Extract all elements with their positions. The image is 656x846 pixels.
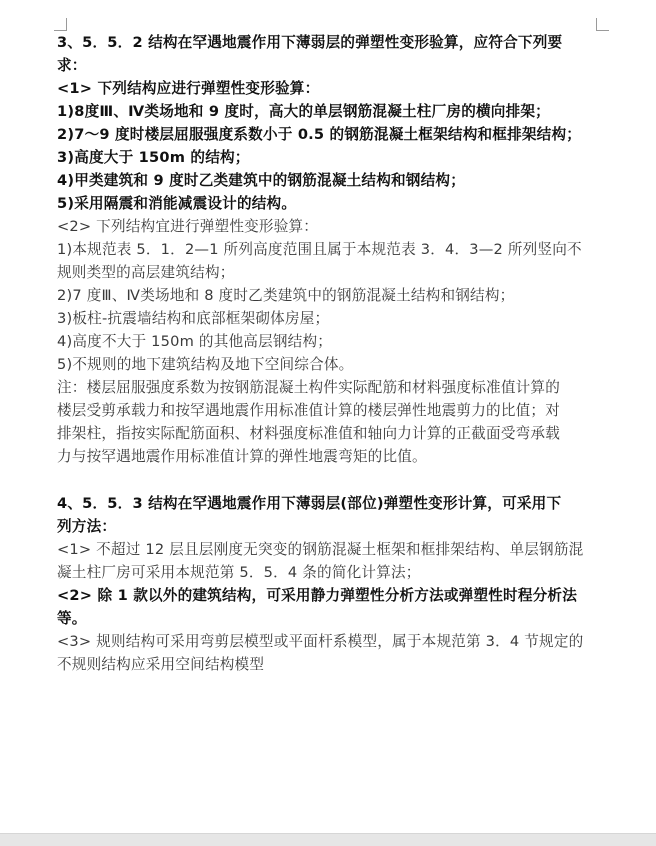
part-1-item-5: 5)采用隔震和消能减震设计的结构。 [57, 195, 297, 212]
part-1-item-1: 1)8度Ⅲ、Ⅳ类场地和 9 度时，高大的单层钢筋混凝土柱厂房的横向排架； [57, 103, 550, 120]
section-1-heading-line-1: 3、5．5．2 结构在罕遇地震作用下薄弱层的弹塑性变形验算，应符合下列要 [57, 34, 563, 51]
part-2-title: <2> 下列结构宜进行弹塑性变形验算： [57, 218, 319, 235]
part-1-item-2: 2)7～9 度时楼层屈服强度系数小于 0.5 的钢筋混凝土框架结构和框排架结构； [57, 126, 582, 143]
section-2-item-2-line-1: <2> 除 1 款以外的建筑结构，可采用静力弹塑性分析方法或弹塑性时程分析法 [57, 587, 578, 604]
section-2-heading-line-2: 列方法： [57, 518, 117, 535]
part-1-item-3: 3)高度大于 150m 的结构； [57, 149, 250, 166]
section-2-item-3-line-2: 不规则结构应采用空间结构模型 [57, 656, 265, 673]
part-2-item-5: 5)不规则的地下建筑结构及地下空间综合体。 [57, 356, 354, 373]
part-2-item-4: 4)高度不大于 150m 的其他高层钢结构； [57, 333, 333, 350]
section-2-heading-line-1: 4、5．5．3 结构在罕遇地震作用下薄弱层(部位)弹塑性变形计算，可采用下 [57, 495, 562, 512]
section-2-item-3-line-1: <3> 规则结构可采用弯剪层模型或平面杆系模型，属于本规范第 3．4 节规定的 [57, 633, 584, 650]
margin-corner-mark-right [596, 18, 609, 31]
page-bottom-bar [0, 833, 656, 846]
document-body [57, 31, 617, 676]
note-line-1: 注：楼层屈服强度系数为按钢筋混凝土构件实际配筋和材料强度标准值计算的 [57, 379, 560, 396]
part-2-item-3: 3)板柱-抗震墙结构和底部框架砌体房屋； [57, 310, 330, 327]
part-1-item-4: 4)甲类建筑和 9 度时乙类建筑中的钢筋混凝土结构和钢结构； [57, 172, 465, 189]
note-line-3: 排架柱，指按实际配筋面积、材料强度标准值和轴向力计算的正截面受弯承载 [57, 425, 560, 442]
margin-corner-mark-left [54, 18, 67, 31]
section-2-item-1-line-2: 凝土柱厂房可采用本规范第 5．5．4 条的简化计算法； [57, 564, 421, 581]
section-2-item-2-line-2: 等。 [57, 610, 87, 627]
paragraph-gap [57, 468, 617, 492]
part-2-item-1-line-2: 规则类型的高层建筑结构； [57, 264, 235, 281]
part-2-item-1-line-1: 1)本规范表 5．1．2—1 所列高度范围且属于本规范表 3．4．3—2 所列竖向不 [57, 241, 582, 258]
note-line-2: 楼层受剪承载力和按罕遇地震作用标准值计算的楼层弹性地震剪力的比值；对 [57, 402, 560, 419]
section-1-heading-line-2: 求： [57, 57, 87, 74]
section-2-item-1-line-1: <1> 不超过 12 层且层刚度无突变的钢筋混凝土框架和框排架结构、单层钢筋混 [57, 541, 584, 558]
part-1-title: <1> 下列结构应进行弹塑性变形验算： [57, 80, 320, 97]
part-2-item-2: 2)7 度Ⅲ、Ⅳ类场地和 8 度时乙类建筑中的钢筋混凝土结构和钢结构； [57, 287, 515, 304]
note-line-4: 力与按罕遇地震作用标准值计算的弹性地震弯矩的比值。 [57, 448, 427, 465]
